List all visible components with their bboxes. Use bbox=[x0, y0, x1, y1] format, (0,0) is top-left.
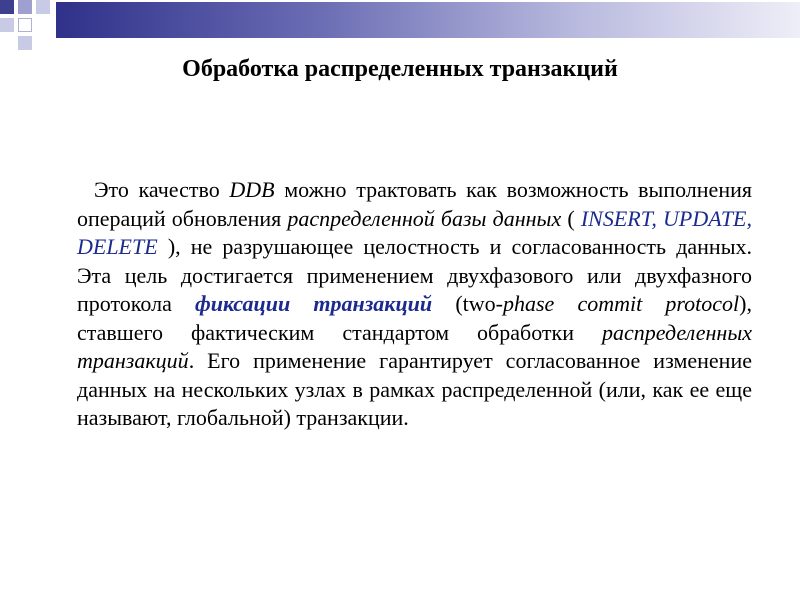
body-text-italic: распределенной базы данных bbox=[287, 205, 562, 231]
slide-title: Обработка распределенных транзакций bbox=[182, 56, 618, 82]
header-gradient-bar bbox=[56, 2, 800, 38]
decor-square-icon bbox=[18, 18, 32, 32]
body-text: (two- bbox=[432, 291, 503, 316]
highlight-term: фиксации транзакций bbox=[195, 291, 433, 316]
decor-square-icon bbox=[36, 0, 50, 14]
decor-square-icon bbox=[0, 0, 14, 14]
decor-square-icon bbox=[18, 36, 32, 50]
body-text: . Его применение гарантирует согласованное изменение данных на нескольких узлах в рамках распределенной (или, как ее еще называют, глобальной) транзакции. bbox=[77, 348, 752, 430]
body-text-italic: DDB bbox=[229, 177, 275, 202]
decor-square-icon bbox=[18, 0, 32, 14]
body-text: Это качество bbox=[94, 177, 230, 202]
body-text: можно трактовать как возможность выполнения операций обновления bbox=[77, 177, 752, 231]
body-text: ), ставшего фактическим стандартом обработки bbox=[77, 291, 752, 345]
sql-keywords: INSERT, UPDATE, DELETE bbox=[77, 205, 753, 259]
decor-square-icon bbox=[0, 18, 14, 32]
body-text-italic: распределенных транзакций bbox=[77, 319, 752, 373]
body-paragraph bbox=[77, 176, 752, 433]
body-text: ( bbox=[561, 205, 581, 231]
body-text: ), не разрушающее целостность и согласованность данных. Эта цель достигается применением двухфазового или двухфазного протокола bbox=[77, 234, 752, 316]
body-text-italic: phase commit protocol bbox=[502, 291, 740, 316]
